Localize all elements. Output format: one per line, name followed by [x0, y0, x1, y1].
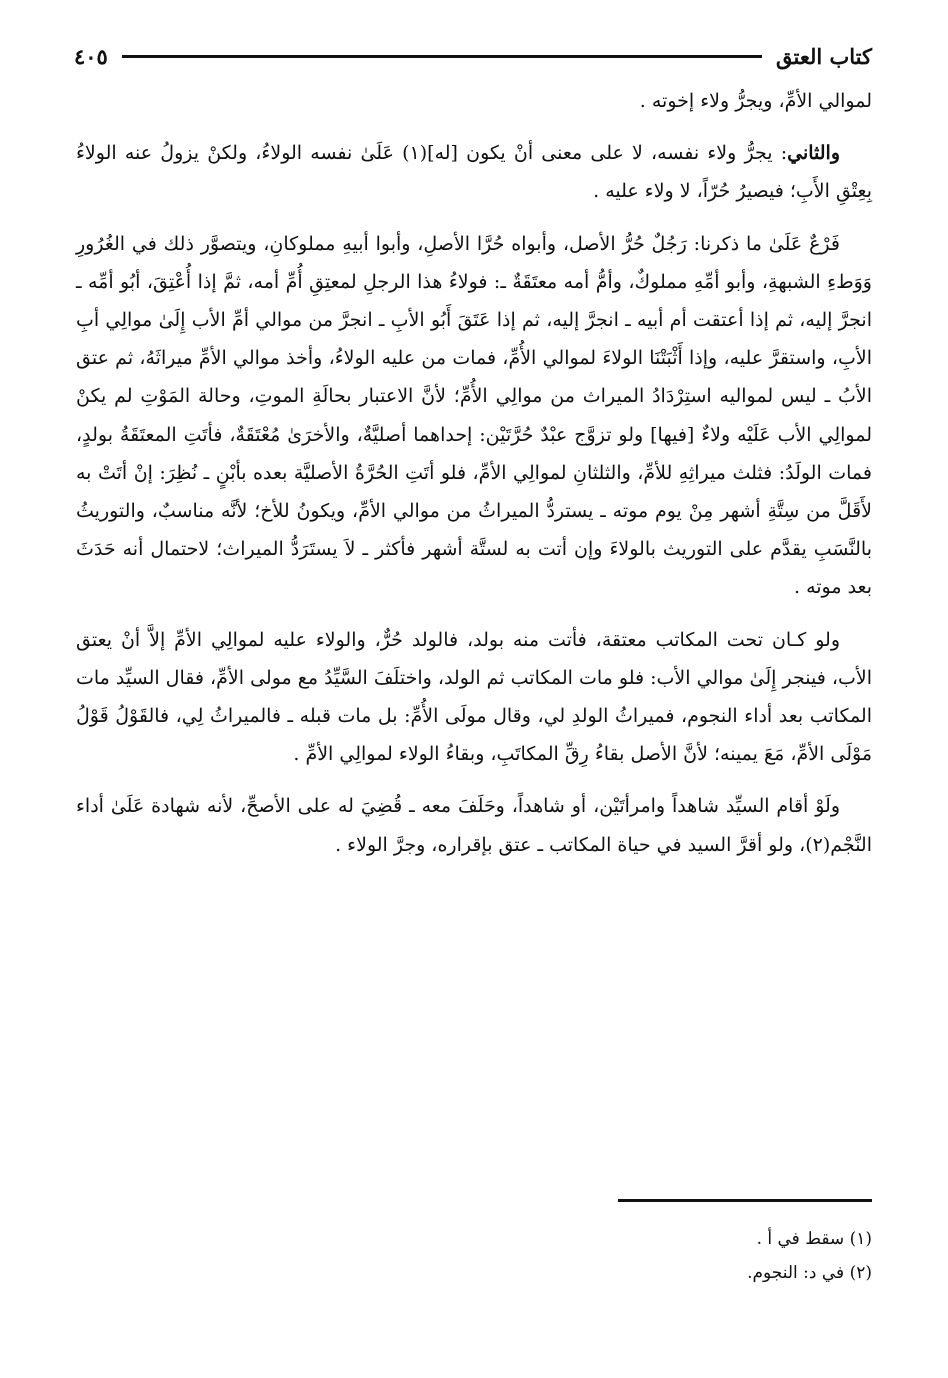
- paragraph-text: فَرْعٌ عَلَىٰ ما ذكرنا: رَجُلٌ حُرُّ الأصل، وأبواه حُرَّا الأصلِ، وأبوا أبيهِ مملوكانِ، ويتصوَّر ذلك في الغُرُورِ وَوَطءِ الشبهةِ، وأبو أمِّهِ مملوكٌ، وأمُّ أمه معتَقَةٌ ـ: فولاءُ هذا الرجلِ لمعتِقِ أُمِّ أمه، ثمَّ إذا أُعْتِقَ، أبُو أمِّه ـ انجرَّ إليه، ثم إذا أعتقت أم أبيه ـ انجرَّ إليه، ثم إذا عَتَقَ أَبُو الأبِ ـ انجرَّ من موالي أمِّ الأب إِلَىٰ موالِي أبِ الأبِ، واستقرَّ عليه، وإذا أَثْبَتْنَا الولاءَ لموالي الأُمِّ، فمات من عليه الولاءُ، وأخذ موالي الأمِّ ميراثَهُ، ثم عتق الأبُ ـ ليس لمواليه استِرْدَادُ الميراث من موالِي الأُمِّ؛ لأنَّ الاعتبار بحالَةِ الموتِ، وحالة المَوْتِ لم يكنْ لموالِي الأب عَلَيْه ولاءٌ [فيها] ولو تزوَّج عبْدٌ حُرَّتَيْن: إحداهما أصليَّةٌ، والأخرَىٰ مُعْتَقَةٌ، فأتَتِ المعتَقَةُ بولدٍ، فمات الولَدُ: فثلث ميراثِهِ للأمِّ، والثلثانِ لموالِي الأمِّ، فلو أتَتِ الحُرَّةُ الأصليَّة بعده بأبْنٍ ـ نُظِرَ: إنْ أتَتْ به لأَقَلَّ من سِتَّةِ أشهر مِنْ يوم موته ـ يستردُّ الميراثُ من موالي الأمِّ، ويكونُ للأخ؛ لأنَّه مناسبٌ، والتوريثُ بالنَّسَبِ يقدَّم على التوريث بالولاءَ وإن أتت به لستَّة أشهر فأكثر ـ لاَ يستَرَدُّ الميراث؛ لاحتمال أنه حَدَثَ بعد موته .: [76, 232, 872, 599]
- paragraph-branch: [76, 225, 872, 607]
- running-title: كتاب العتق: [775, 43, 872, 69]
- paragraph-testimony: [76, 787, 872, 863]
- main-text: [76, 82, 872, 878]
- footnote-1: (١) سقط في أ .: [756, 1229, 872, 1249]
- paragraph-text: لموالي الأمِّ، ويجرُّ ولاء إخوته .: [639, 90, 872, 112]
- page-number: ٤٠٥: [74, 43, 108, 69]
- paragraph-text: ولَوْ أقام السيِّد شاهداً وامرأتَيْن، أو شاهداً، وحَلَفَ معه ـ قُضِيَ له على الأصحِّ، لأنه شهادة عَلَىٰ أداء النَّجْم(٢)، ولو أقرَّ السيد في حياة المكاتب ـ عتق بإقراره، وجرَّ الولاء .: [76, 795, 872, 856]
- footnotes: [76, 1222, 872, 1290]
- paragraph-lead: والثاني: [787, 142, 840, 165]
- header-rule: [122, 55, 762, 58]
- footnote-2: (٢) في د: النجوم.: [747, 1263, 872, 1283]
- paragraph-text: : يجرُّ ولاء نفسه، لا على معنى أنْ يكون [له](١) عَلَىٰ نفسه الولاءُ، ولكنْ يزولُ عنه الولاءُ بِعِتْقِ الأَبِ؛ فيصيرُ حُرّاً، لا ولاء عليه .: [76, 142, 872, 203]
- paragraph-mukatab: [76, 621, 872, 774]
- paragraph-second-case: [76, 134, 872, 210]
- paragraph-text: ولو كـان تحت المكاتب معتقة، فأتت منه بولد، فالولد حُرٌّ، والولاء عليه لموالِي الأمِّ إلاَّ أنْ يعتق الأب، فينجر إِلَىٰ موالي الأب: فلو مات المكاتب ثم الولد، واختلَفَ السَّيِّدُ مع مولى الأمِّ، فقال السيِّد مات المكاتب بعد أداء النجوم، فميراثُ الولدِ لي، وقال مولَى الأُمِّ: بل مات قبله ـ فالميراثُ لِي، فالقَوْلُ قَوْلُ مَوْلَى الأمِّ، مَعَ يمينه؛ لأنَّ الأصل بقاءُ رِقِّ المكاتَبِ، وبقاءُ الولاء لموالِي الأمِّ .: [76, 628, 872, 766]
- paragraph-continuation: [76, 82, 872, 120]
- page-header: [74, 36, 872, 76]
- footnote-separator: [618, 1199, 872, 1202]
